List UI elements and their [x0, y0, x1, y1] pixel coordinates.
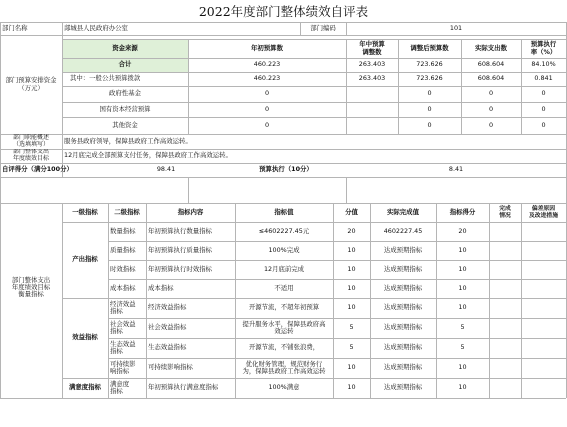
indicator-content-cell: 年初预算执行满意度指标 [148, 383, 219, 392]
indicator-content-cell: 经济效益指标 [148, 303, 187, 312]
indicator-weight-cell: 10 [347, 363, 356, 372]
budget-column-header: 年中预算 调整数 [359, 40, 385, 56]
budget-value-cell: 84.10% [531, 60, 556, 69]
budget-source-cell: 国有资本经营预算 [99, 104, 151, 113]
indicator-actual-cell: 达成预期指标 [383, 343, 423, 352]
indicator-target-cell: 100%完成 [268, 245, 300, 254]
grid-line [346, 177, 347, 203]
dept-code-value: 101 [449, 23, 463, 32]
indicator-score-cell: 10 [458, 245, 467, 254]
indicator-score-cell: 20 [458, 226, 467, 235]
indicator-content-cell: 社会效益指标 [148, 323, 187, 332]
budget-value-cell: 0 [264, 120, 270, 129]
indicator-actual-cell: 达成预期指标 [383, 283, 423, 292]
indicator-score-cell: 10 [458, 383, 467, 392]
budget-value-cell: 0 [427, 89, 432, 98]
indicator-target-cell: 开源节流，不铺张浪费， [248, 343, 320, 352]
indicator-group-output: 产出指标 [72, 255, 98, 264]
grid-line [0, 35, 566, 36]
budget-value-cell: 723.626 [416, 60, 443, 69]
budget-value-cell: 460.223 [253, 60, 281, 69]
indicator-target-cell: 开源节流，不超年初预算 [248, 303, 320, 312]
indicator-target-cell: 优化财务管理，规范财务行 为，保障县政府工作高效运转 [242, 359, 326, 375]
budget-value-cell: 0 [541, 104, 546, 113]
indicator-target-cell: 不适用 [274, 283, 294, 292]
budget-column-header: 预算执行 率（%） [530, 40, 557, 56]
budget-value-cell [346, 102, 398, 117]
indicator-level2-cell: 质量指标 [110, 245, 136, 254]
grid-line [0, 398, 566, 399]
indicator-content-cell: 年初预算执行质量指标 [148, 245, 212, 254]
budget-value-cell: 0 [264, 89, 270, 98]
budget-value-cell: 0 [488, 104, 494, 113]
budget-value-cell: 0 [488, 89, 494, 98]
indicator-column-header: 一级指标 [72, 207, 98, 216]
indicator-content-cell: 年初预算执行数量指标 [148, 226, 212, 235]
budget-column-header: 调整后预算数 [410, 43, 449, 52]
indicator-target-cell: ≤4602227.45元 [258, 226, 310, 235]
functions-label: 部门职能概述 （选填填写） [12, 134, 49, 148]
budget-source-cell: 其中：一般公共预算拨款 [70, 74, 141, 83]
indicator-actual-cell: 达成预期指标 [383, 363, 423, 372]
indicator-score-cell: 10 [458, 363, 467, 372]
indicator-level2-cell: 社会效益 指标 [110, 319, 136, 335]
grid-line [489, 203, 490, 398]
budget-value-cell: 723.626 [416, 74, 443, 83]
dept-name-label: 部门名称 [2, 23, 28, 32]
budget-value-cell [346, 117, 398, 134]
budget-column-header: 实际支出数 [475, 43, 507, 52]
indicator-target-cell: 提升服务水平，保障县政府高 效运转 [242, 319, 326, 335]
budget-source-cell: 其他资金 [112, 120, 138, 129]
indicator-actual-cell: 达成预期指标 [383, 245, 423, 254]
budget-value-cell: 0.841 [534, 74, 553, 83]
indicator-actual-cell: 4602227.45 [383, 226, 423, 235]
dept-code-label: 部门编码 [310, 23, 336, 32]
indicator-target-cell: 100%满意 [268, 383, 300, 392]
self-score-label: 自评得分（满分100分） [2, 165, 73, 174]
budget-column-header: 年初预算数 [251, 43, 283, 52]
grid-line [521, 203, 522, 398]
indicator-actual-cell: 达成预期指标 [383, 383, 423, 392]
indicator-column-header: 实际完成值 [387, 207, 419, 216]
indicator-column-header: 指标内容 [177, 207, 204, 216]
budget-value-cell: 0 [488, 120, 494, 129]
indicator-column-header: 偏差原因 及改进措施 [529, 206, 558, 219]
indicator-group-benefit: 效益指标 [72, 333, 98, 342]
indicator-actual-cell: 达成预期指标 [383, 264, 423, 273]
indicator-level2-cell: 成本指标 [110, 283, 136, 292]
budget-value-cell: 608.604 [477, 74, 505, 83]
indicator-content-cell: 可持续影响指标 [148, 363, 193, 372]
indicator-level2-cell: 经济效益 指标 [110, 299, 136, 315]
indicator-actual-cell: 达成预期指标 [383, 323, 423, 332]
indicator-weight-cell: 5 [349, 343, 354, 352]
grid-line [188, 177, 189, 203]
indicator-score-cell: 5 [460, 343, 465, 352]
self-score-value: 98.41 [156, 165, 176, 174]
budget-value-cell: 263.403 [358, 74, 386, 83]
indicator-content-cell: 生态效益指标 [148, 343, 187, 352]
indicator-weight-cell: 10 [347, 383, 356, 392]
indicator-column-header: 分值 [345, 207, 358, 216]
budget-value-cell [346, 86, 398, 102]
indicator-weight-cell: 10 [347, 264, 356, 273]
indicator-column-header: 指标得分 [449, 207, 476, 216]
indicator-score-cell: 10 [458, 283, 467, 292]
budget-value-cell: 0 [541, 89, 546, 98]
budget-value-cell: 0 [264, 104, 270, 113]
budget-exec-score-label: 预算执行（10分） [259, 165, 313, 174]
indicator-actual-cell: 达成预期指标 [383, 303, 423, 312]
indicators-section-label: 部门整体支出 年度绩效目标 衡量指标 [11, 275, 51, 299]
indicator-column-header: 完成 情况 [499, 206, 511, 219]
dept-name-value: 郯城县人民政府办公室 [64, 23, 128, 32]
budget-value-cell: 608.604 [477, 60, 505, 69]
grid-line [0, 177, 566, 178]
budget-source-cell: 合计 [118, 60, 132, 69]
budget-column-header: 资金来源 [112, 43, 138, 52]
indicator-level2-cell: 满意度 指标 [110, 379, 130, 395]
sheet-title: 2022年度部门整体绩效自评表 [198, 4, 369, 19]
indicator-group-satisfaction: 满意度指标 [69, 383, 101, 392]
indicator-weight-cell: 20 [347, 226, 356, 235]
indicator-weight-cell: 10 [347, 303, 356, 312]
budget-section-label: 部门预算安排资金 （万元） [5, 76, 57, 92]
indicator-weight-cell: 5 [349, 323, 354, 332]
indicator-score-cell: 10 [458, 264, 467, 273]
annual-goal-label: 部门整体支出 年度绩效目标 [12, 149, 49, 162]
budget-value-cell: 0 [427, 120, 432, 129]
budget-exec-score-value: 8.41 [448, 165, 464, 174]
indicator-level2-cell: 数量指标 [110, 226, 136, 235]
indicator-score-cell: 5 [460, 323, 465, 332]
indicator-level2-cell: 时效指标 [110, 264, 136, 273]
indicator-target-cell: 12月底前完成 [263, 264, 305, 273]
indicator-level2-cell: 可持续影 响指标 [110, 359, 136, 375]
indicator-content-cell: 年初预算执行时效指标 [148, 264, 212, 273]
indicator-column-header: 指标值 [274, 207, 294, 216]
budget-value-cell: 0 [541, 120, 546, 129]
budget-value-cell: 0 [427, 104, 432, 113]
indicator-weight-cell: 10 [347, 245, 356, 254]
functions-text: 服务县政府领导，保障县政府工作高效运转。 [64, 136, 192, 145]
indicator-weight-cell: 10 [347, 283, 356, 292]
indicator-content-cell: 成本指标 [148, 283, 174, 292]
indicator-column-header: 二级指标 [114, 207, 140, 216]
budget-value-cell: 263.403 [358, 60, 386, 69]
annual-goal-text: 12月底完成全部预算支付任务，保障县政府工作高效运转。 [64, 151, 232, 160]
budget-value-cell: 460.223 [253, 74, 281, 83]
indicator-level2-cell: 生态效益 指标 [110, 339, 136, 355]
indicator-score-cell: 10 [458, 303, 467, 312]
budget-source-cell: 政府性基金 [109, 89, 141, 98]
